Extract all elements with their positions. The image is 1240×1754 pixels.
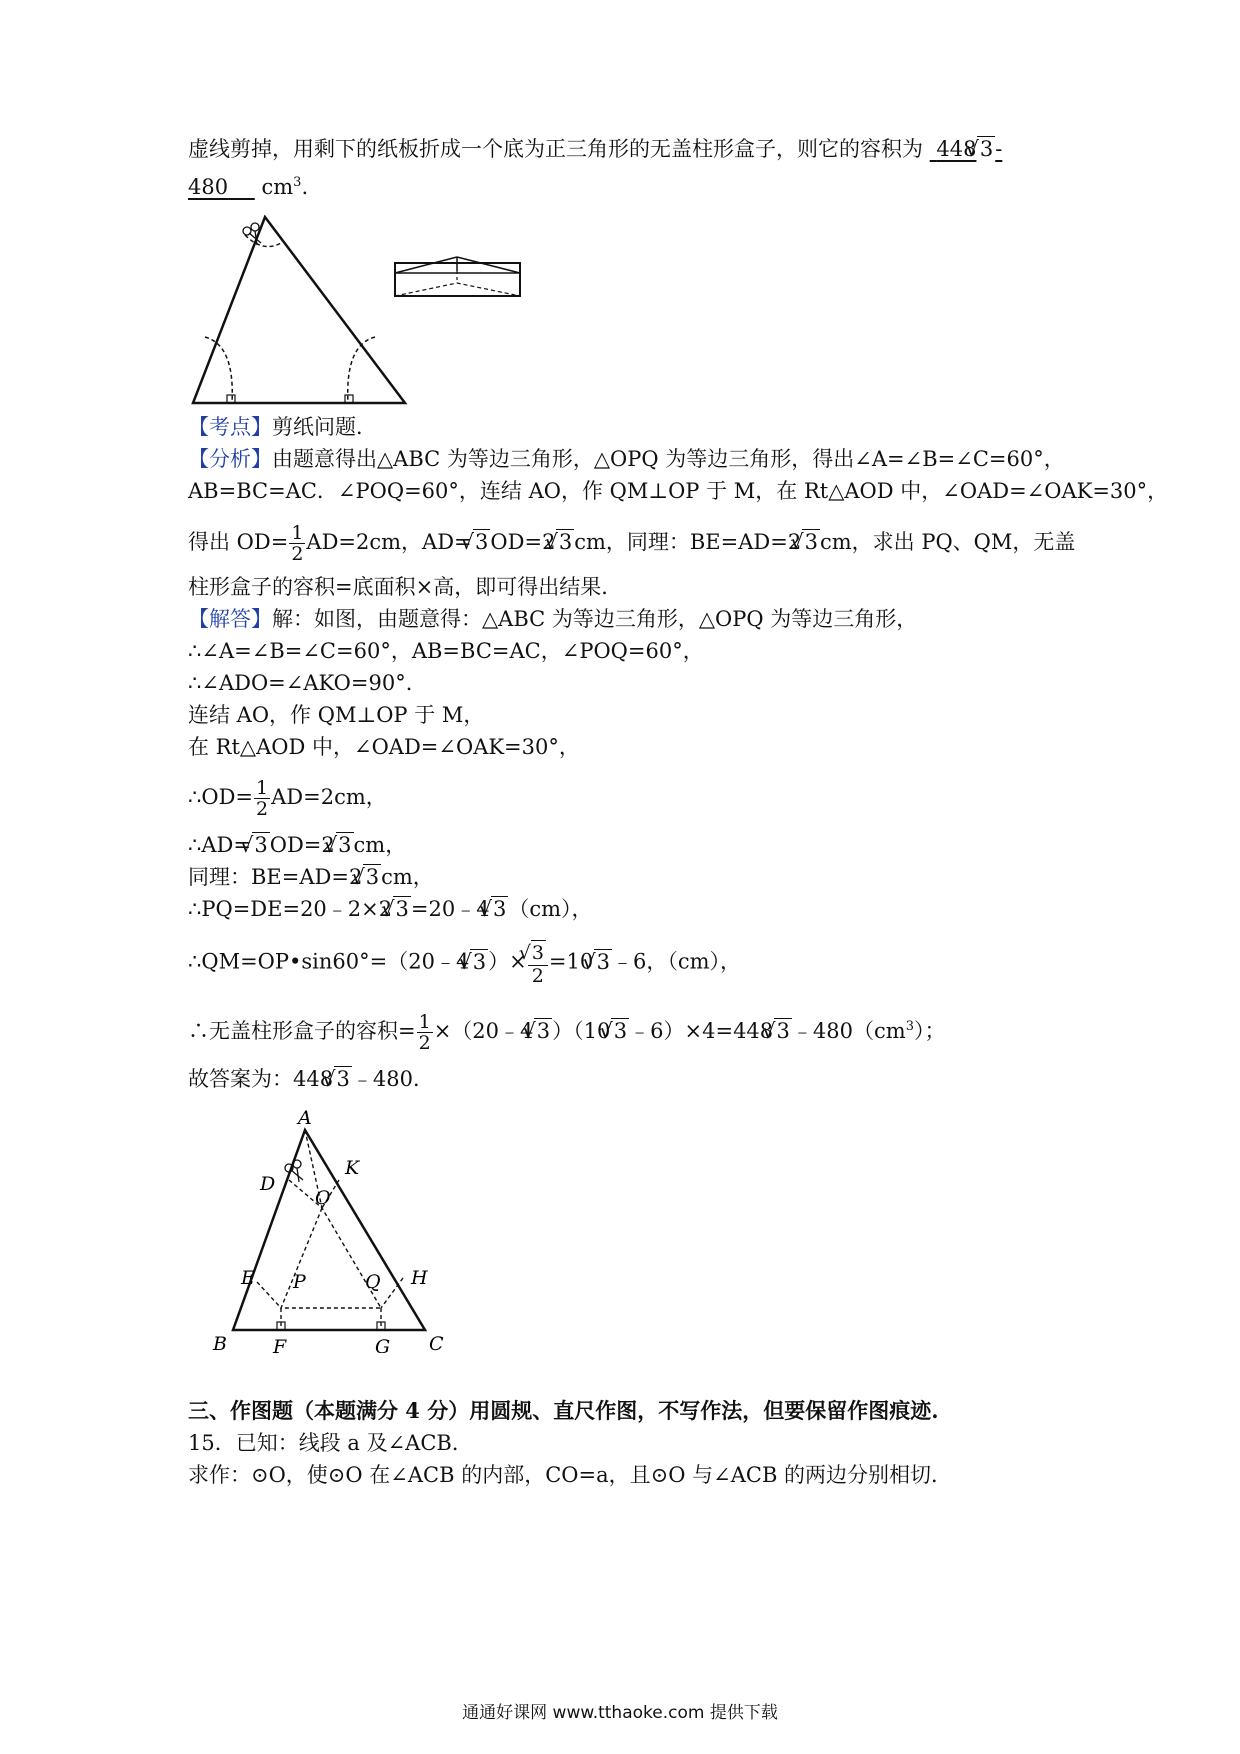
label-H: H	[411, 1267, 428, 1289]
jieda-line-8: 同理：BE=AD=2√ 3cm，	[188, 862, 434, 892]
label-C: C	[429, 1333, 444, 1353]
jieda-line-9: ∴PQ=DE=20﹣2×2√ 3=20﹣4√ 3（cm），	[188, 894, 593, 924]
label-D: D	[260, 1173, 276, 1195]
page-footer: 通通好课网 www.tthaoke.com 提供下载	[462, 1703, 778, 1723]
fenxi-tag: 【分析】	[188, 447, 272, 471]
jieda-line-10: ∴QM=OP•sin60°=（20﹣4√ 3）× √ $\frac{3}{2}$ =10√ 3﹣6，（cm），	[188, 940, 741, 986]
kaodian-tag: 【考点】	[188, 415, 272, 439]
answer-blank-part2: 480	[188, 175, 229, 199]
box-figure	[395, 257, 520, 296]
kaodian-line: 【考点】剪纸问题．	[188, 415, 377, 439]
answer-blank-part1: 448√ 3-	[930, 137, 1003, 161]
jieda-line-3: ∴∠ADO=∠AKO=90°．	[188, 671, 427, 695]
label-G: G	[375, 1336, 391, 1353]
jieda-line-2: ∴∠A=∠B=∠C=60°，AB=BC=AC，∠POQ=60°，	[188, 639, 704, 663]
fenxi-line-4: 柱形盒子的容积=底面积×高，即可得出结果．	[188, 575, 623, 599]
label-P: P	[293, 1271, 306, 1293]
label-Q: Q	[365, 1271, 381, 1293]
jieda-line-4: 连结 AO，作 QM⊥OP 于 M，	[188, 703, 485, 727]
fenxi-line-2: AB=BC=AC．∠POQ=60°，连结 AO，作 QM⊥OP 于 M，在 Rt△AOD 中，∠OAD=∠OAK=30°，	[188, 479, 1169, 503]
jieda-tag: 【解答】	[188, 607, 272, 631]
label-B: B	[213, 1333, 227, 1353]
jieda-line-1: 【解答】解：如图，由题意得：△ABC 为等边三角形，△OPQ 为等边三角形，	[188, 607, 918, 631]
answer-line-2: 480 $cm^3$.	[188, 175, 309, 199]
label-K: K	[345, 1157, 360, 1179]
label-O: O	[315, 1187, 331, 1209]
labeled-triangle-figure	[185, 1108, 465, 1353]
question-15-line-1: 15．已知：线段 a 及∠ACB．	[188, 1431, 473, 1455]
answer-line-1	[188, 134, 1002, 164]
question-text: 虚线剪掉，用剩下的纸板折成一个底为正三角形的无盖柱形盒子，则它的容积为	[188, 137, 923, 161]
jieda-line-6: ∴OD= $\frac{1}{2}$ AD=2cm，	[188, 777, 387, 820]
jieda-line-7: ∴AD=√ 3OD=2√ 3cm，	[188, 830, 406, 860]
jieda-line-11: ∴无盖柱形盒子的容积= $\frac{1}{2}$ ×（20﹣4√ 3）（10√ 3﹣6）×4=448√ $3﹣480(cm^3)$；	[188, 1012, 945, 1053]
jieda-line-5: 在 Rt△AOD 中，∠OAD=∠OAK=30°，	[188, 735, 580, 759]
label-A: A	[298, 1108, 312, 1129]
label-F: F	[273, 1336, 287, 1353]
section-3-heading: 三、作图题（本题满分 4 分）用圆规、直尺作图，不写作法，但要保留作图痕迹.	[188, 1398, 939, 1423]
jieda-line-12: 故答案为：448√ 3﹣480．	[188, 1064, 434, 1094]
paper-triangle-figure	[185, 205, 525, 410]
fraction: $\frac{1}{2}$	[291, 522, 304, 565]
fenxi-line-1: 【分析】由题意得出△ABC 为等边三角形，△OPQ 为等边三角形，得出∠A=∠B=∠C=60°，	[188, 447, 1065, 471]
fenxi-line-3: 得出 OD= $\frac{1}{2}$ AD=2cm，AD=√ 3OD=2√ 3cm，同理：BE=AD=2√ 3cm，求出 PQ、QM，无盖	[188, 523, 1075, 564]
question-15-line-2: 求作：⊙O，使⊙O 在∠ACB 的内部，CO=a，且⊙O 与∠ACB 的两边分别相切．	[188, 1463, 953, 1487]
sqrt-symbol: √ 3	[977, 136, 995, 161]
label-E: E	[241, 1267, 255, 1289]
